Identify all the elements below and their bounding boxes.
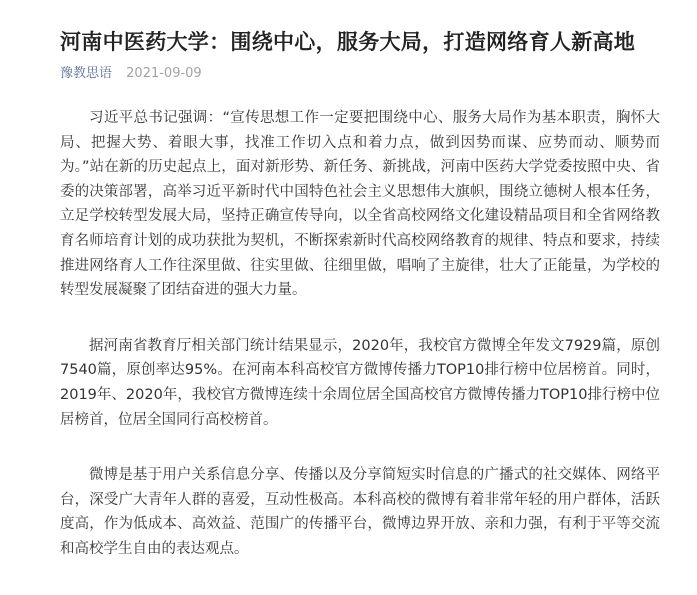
paragraph: 据河南省教育厅相关部门统计结果显示，2020年，我校官方微博全年发文7929篇，原创7540篇，原创率达95%。在河南本科高校官方微博传播力TOP10排行榜中位居榜首。同时，2019年、2020年，我校官方微博连续十余周位居全国高校官方微博传播力TOP10排行榜中位居榜首，位居全国同行高校榜首。 <box>60 337 660 428</box>
article-meta <box>60 64 660 84</box>
paragraph: 微博是基于用户关系信息分享、传播以及分享简短实时信息的广播式的社交媒体、网络平台，深受广大青年人群的喜爱，互动性极高。本科高校的微博有着非常年轻的用户群体，活跃度高，作为低成本、高效益、范围广的传播平台，微博边界开放、亲和力强，有利于平等交流和高校学生自由的表达观点。 <box>60 467 660 557</box>
account-name-link[interactable]: 豫教思语 <box>60 66 113 81</box>
article-title: 河南中医药大学：围绕中心，服务大局，打造网络育人新高地 <box>60 30 636 54</box>
article-body <box>60 106 660 562</box>
article <box>60 0 660 593</box>
publish-date: 2021-09-09 <box>126 66 202 81</box>
paragraph: 习近平总书记强调：“宣传思想工作一定要把围绕中心、服务大局作为基本职责，胸怀大局、把握大势、着眼大事，找准工作切入点和着力点，做到因势而谋、应势而动、顺势而为。”站在新的历史起点上，面对新形势、新任务、新挑战，河南中医药大学党委按照中央、省委的决策部署，高举习近平新时代中国特色社会主义思想伟大旗帜，围绕立德树人根本任务，立足学校转型发展大局，坚持正确宣传导向，以全省高校网络文化建设精品项目和全省网络教育名师培育计划的成功获批为契机，不断探索新时代高校网络教育的规律、特点和要求，持续推进网络育人工作往深里做、往实里做、往细里做，唱响了主旋律，壮大了正能量，为学校的转型发展凝聚了团结奋进的强大力量。 <box>60 110 660 299</box>
